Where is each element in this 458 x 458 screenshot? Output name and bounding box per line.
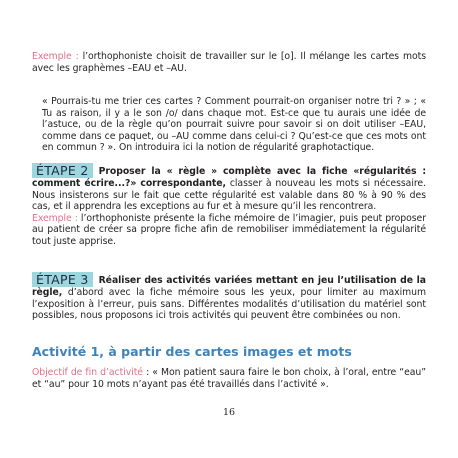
- etape-3-text: d’abord avec la fiche mémoire sous les yeux, pour limiter au maximum l’exposition à l’erreur, puis sans. Différentes modalités d’utilisation du matériel sont possibles, nous proposons ici trois activités qui peuvent être combinées ou non.: [32, 287, 426, 322]
- etape-2-paragraph: [32, 163, 426, 248]
- page-number: 16: [222, 407, 236, 418]
- etape-3-badge: ÉTAPE 3: [32, 272, 93, 287]
- example-label: Exemple :: [32, 51, 79, 62]
- activity-heading: Activité 1, à partir des cartes images et mots: [32, 344, 352, 359]
- etape-3-bold-text: Réaliser des activités variées mettant en jeu l’utilisation de la règle,: [32, 275, 426, 298]
- objective-paragraph: [32, 367, 426, 390]
- etape-2-bold-text: Proposer la « règle » complète avec la fiche «régularités : comment écrire...?» correspondante,: [32, 166, 426, 189]
- etape-2-example-text: l’orthophoniste présente la fiche mémoire de l’imagier, puis peut proposer au patient de créer sa propre fiche afin de remobiliser immédiatement la régularité tout juste apprise.: [32, 212, 426, 247]
- etape-2-example-label: Exemple :: [32, 212, 78, 224]
- etape-2-badge: ÉTAPE 2: [32, 163, 93, 178]
- example-text: l’orthophoniste choisit de travailler sur le [o]. Il mélange les cartes mots avec les graphèmes –EAU et –AU.: [32, 51, 426, 74]
- example-paragraph: [32, 51, 426, 74]
- etape-2-text: classer à nouveau les mots si nécessaire. Nous insisterons sur le fait que cette régularité est valable dans 80 % à 90 % des cas, et il apprendra les exceptions au fur et à mesure qu’il les rencontrera.: [32, 178, 427, 213]
- objective-label: Objectif de fin d’activité: [32, 367, 143, 378]
- objective-text: : « Mon patient saura faire le bon choix, à l’oral, entre “eau” et “au” pour 10 mots n’ayant pas été travaillés dans l’activité ».: [32, 367, 426, 390]
- etape-3-paragraph: [32, 272, 426, 322]
- quote-paragraph: « Pourrais-tu me trier ces cartes ? Comment pourrait-on organiser notre tri ? » ; « Tu as raison, il y a le son /o/ dans chaque mot. Est-ce que tu aurais une idée de l’astuce, ou de la règle qu’on pourrait suivre pour savoir si on doit utiliser –EAU, comme dans ce paquet, ou –AU comme dans celui-ci ? Qu’est-ce que ces mots ont en commun ? ». On introduira ici la notion de régularité graphotactique.: [42, 96, 426, 154]
